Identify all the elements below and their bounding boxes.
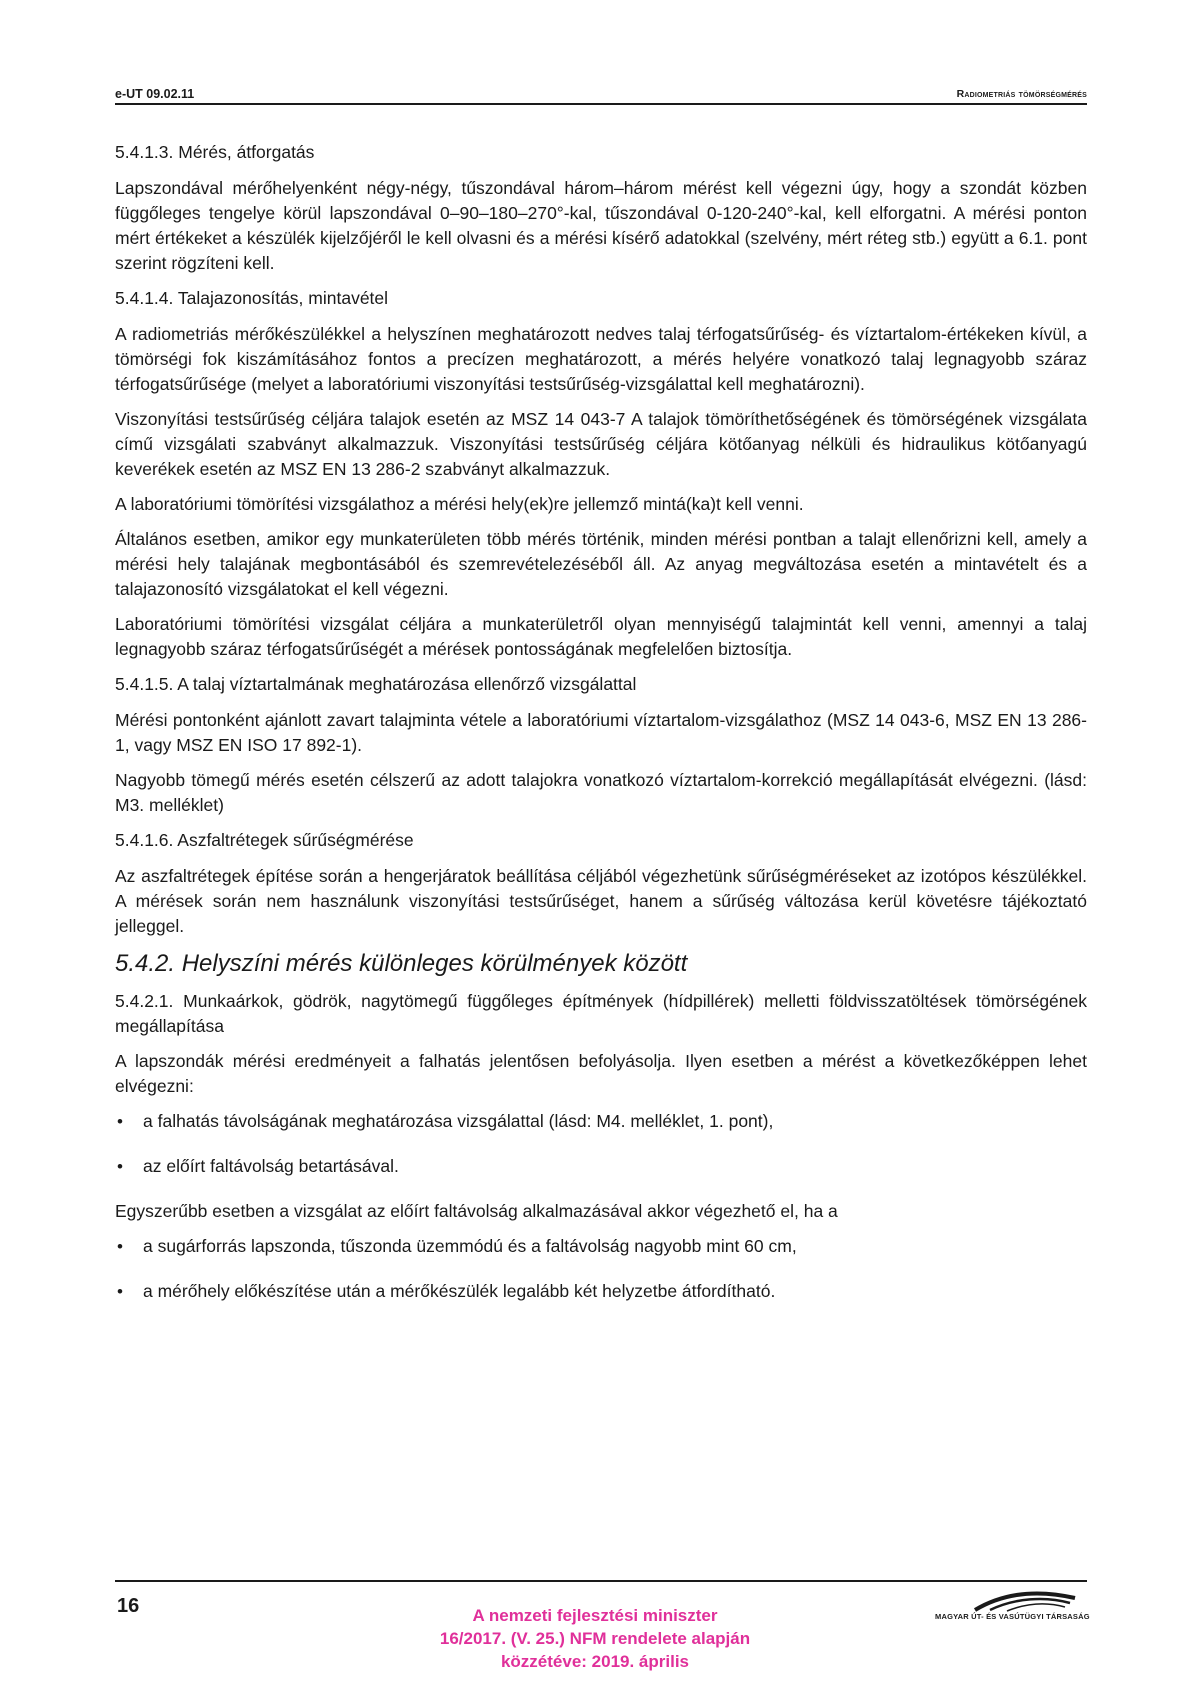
section-heading-5413: 5.4.1.3. Mérés, átforgatás [115,142,315,162]
bullet-list [115,1234,1087,1304]
stamp-line: közzétéve: 2019. április [500,1652,690,1671]
paragraph: Lapszondával mérőhelyenként négy-négy, tűszondával három–három mérést kell végezni úgy, hogy a szondát közben függőleges tengelye körül lapszondával 0–90–180–270°-kal, tűszondával 0-120-240°-kal, kell elforgatni. A mérési ponton mért értékeket a készülék kijelzőjéről le kell olvasni és a mérési kísérő adatokkal (szelvény, mért réteg stb.) együtt a 6.1. pont szerint rögzíteni kell. [115,178,1087,273]
list-item-text: az előírt faltávolság betartásával. [143,1156,399,1176]
list-item [115,1234,1087,1259]
header-divider [115,103,1087,105]
list-item [115,1279,1087,1304]
paragraph: A lapszondák mérési eredményeit a falhatás jelentősen befolyásolja. Ilyen esetben a mérést a következőképpen lehet elvégezni: [115,1051,1087,1096]
bullet-list [115,1109,1087,1179]
list-item-text: a sugárforrás lapszonda, tűszonda üzemmódú és a faltávolság nagyobb mint 60 cm, [143,1236,797,1256]
paragraph: Az aszfaltrétegek építése során a hengerjáratok beállítása céljából végezhetünk sűrűségméréseket az izotópos készülékkel. A mérések során nem használunk viszonyítási testsűrűséget, hanem a sűrűség változása kerül követésre tájékoztató jelleggel. [115,866,1087,936]
road-swoosh-logo-icon [935,1590,1087,1614]
paragraph: Nagyobb tömegű mérés esetén célszerű az adott talajokra vonatkozó víztartalom-korrekció megállapítását elvégezni. (lásd: M3. melléklet) [115,770,1087,815]
paragraph: Általános esetben, amikor egy munkaterületen több mérés történik, minden mérési pontban a talajt ellenőrizni kell, amely a mérési hely talajának megbontásából és szemrevételezéséből áll. Az anyag megváltozása esetén a mintavételt és a talajazonosító vizsgálatokat el kell végezni. [115,529,1087,599]
section-heading-5416: 5.4.1.6. Aszfaltrétegek sűrűségmérése [115,830,414,850]
paragraph: Egyszerűbb esetben a vizsgálat az előírt faltávolság alkalmazásával akkor végezhető el, ha a [115,1201,838,1221]
page-content [115,140,1087,1324]
paragraph: Mérési pontonként ajánlott zavart talajminta vétele a laboratóriumi víztartalom-vizsgálathoz (MSZ 14 043-6, MSZ EN 13 286-1, vagy MSZ EN ISO 17 892-1). [115,710,1087,755]
bullet-icon: • [117,1282,123,1301]
stamp-line: 16/2017. (V. 25.) NFM rendelete alapján [439,1629,751,1648]
section-heading-5414: 5.4.1.4. Talajazonosítás, mintavétel [115,288,389,308]
list-item-text: a falhatás távolságának meghatározása vizsgálattal (lásd: M4. melléklet, 1. pont), [143,1111,774,1131]
publication-stamp [395,1604,795,1673]
section-heading-542: 5.4.2. Helyszíni mérés különleges körülmények között [115,950,688,977]
header-document-code: e-UT 09.02.11 [115,87,195,101]
logo-text: MAGYAR ÚT- ÉS VASÚTÜGYI TÁRSASÁG [935,1612,1090,1621]
list-item [115,1109,1087,1134]
publisher-logo [935,1590,1090,1624]
bullet-icon: • [117,1157,123,1176]
stamp-line: A nemzeti fejlesztési miniszter [472,1606,718,1625]
paragraph: Laboratóriumi tömörítési vizsgálat céljára a munkaterületről olyan mennyiségű talajmintát kell venni, amennyi a talaj legnagyobb száraz térfogatsűrűségét a mérések pontosságának megfelelően biztosítja. [115,614,1087,659]
bullet-icon: • [117,1112,123,1131]
bullet-icon: • [117,1237,123,1256]
paragraph: A laboratóriumi tömörítési vizsgálathoz a mérési hely(ek)re jellemző mintá(ka)t kell venni. [115,494,804,514]
list-item-text: a mérőhely előkészítése után a mérőkészülék legalább két helyzetbe átfordítható. [143,1281,776,1301]
paragraph: Viszonyítási testsűrűség céljára talajok esetén az MSZ 14 043-7 A talajok tömöríthetőségének és tömörségének vizsgálata című vizsgálati szabványt alkalmazzuk. Viszonyítási testsűrűség céljára kötőanyag nélküli és hidraulikus kötőanyagú keverékek esetén az MSZ EN 13 286-2 szabványt alkalmazzuk. [115,409,1087,479]
section-heading-5421: 5.4.2.1. Munkaárkok, gödrök, nagytömegű függőleges építmények (hídpillérek) melletti földvisszatöltések tömörségének megállapítása [115,991,1087,1036]
header-document-title: Radiometriás tömörségmérés [956,88,1087,100]
list-item [115,1154,1087,1179]
page-number: 16 [117,1595,140,1617]
footer-divider [115,1580,1087,1582]
section-heading-5415: 5.4.1.5. A talaj víztartalmának meghatározása ellenőrző vizsgálattal [115,674,637,694]
paragraph: A radiometriás mérőkészülékkel a helyszínen meghatározott nedves talaj térfogatsűrűség- és víztartalom-értékeken kívül, a tömörségi fok kiszámításához fontos a precízen meghatározott, a mérés helyére vonatkozó talaj legnagyobb száraz térfogatsűrűsége (melyet a laboratóriumi viszonyítási testsűrűség-vizsgálattal kell meghatározni). [115,324,1087,394]
page-header [115,84,1087,102]
